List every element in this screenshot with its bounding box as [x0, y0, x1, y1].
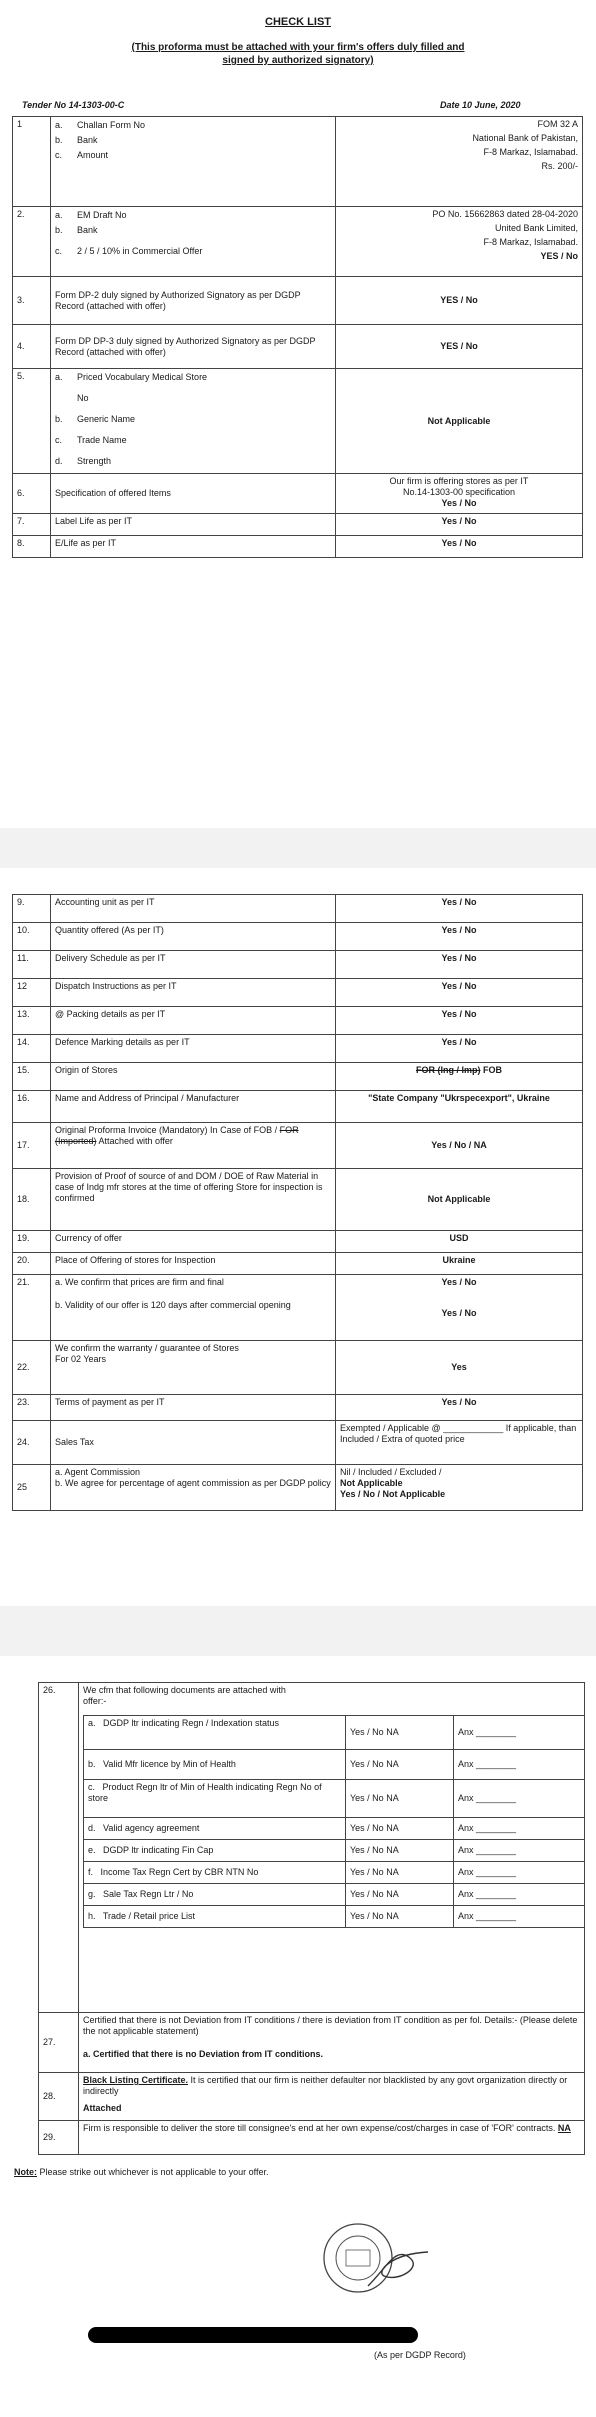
- document-row: c. Product Regn ltr of Min of Health indicating Regn No of store Yes / No NA Anx ________: [84, 1780, 585, 1818]
- table-row: 26. We cfm that following documents are attached with offer:- a. DGDP ltr indicating Regn / Indexation status Yes / No NA Anx ________ b. Valid Mfr licence by Min of Health Yes / No NA Anx ________ c. Product Regn ltr of Min of Health indicating Regn No of store Yes / No NA Anx ________ d. Valid agency agreement Yes / No NA Anx ________ e. DGDP ltr indicating Fin Cap Yes / No NA Anx ________ f. Income Tax Regn Cert by CBR NTN No Yes / No NA Anx ________ g. Sale Tax Regn Ltr / No Yes / No NA Anx ________ h. Trade / Retail price List Yes / No NA Anx ________: [39, 1683, 585, 2013]
- table-row: 27. Certified that there is not Deviation from IT conditions / there is deviation from IT condition as per fol. Details:- (Please delete the not applicable statement) a. Certified that there is no Deviation from IT conditions.: [39, 2013, 585, 2073]
- table-row: 8. E/Life as per IT Yes / No: [13, 536, 583, 558]
- table-row: 12 Dispatch Instructions as per IT Yes / No: [13, 979, 583, 1007]
- company-stamp: [318, 2206, 438, 2306]
- redaction-bar: [88, 2327, 418, 2343]
- table-row: 3. Form DP-2 duly signed by Authorized Signatory as per DGDP Record (attached with offer) YES / No: [13, 277, 583, 325]
- table-row: 6. Specification of offered Items Our firm is offering stores as per IT No.14-1303-00 specification Yes / No: [13, 474, 583, 514]
- tender-number: Tender No 14-1303-00-C: [22, 100, 125, 110]
- table-row: 23. Terms of payment as per IT Yes / No: [13, 1395, 583, 1421]
- table-row: 24. Sales Tax Exempted / Applicable @ ____________ If applicable, than Included / Extra of quoted price: [13, 1421, 583, 1465]
- documents-table: [83, 1715, 585, 1928]
- table-row: 2. a. EM Draft No b. Bank c. 2 / 5 / 10% in Commercial Offer PO No. 15662863 dated 28-04-2020 United Bank Limited, F-8 Markaz, Islamabad. YES / No: [13, 207, 583, 277]
- table-row: 29. Firm is responsible to deliver the store till consignee's end at her own expense/cost/charges in case of 'FOR' contracts. NA: [39, 2121, 585, 2155]
- subtitle-line-2: signed by authorized signatory): [222, 55, 374, 66]
- table-row: 4. Form DP DP-3 duly signed by Authorized Signatory as per DGDP Record (attached with offer) YES / No: [13, 325, 583, 369]
- table-row: 10. Quantity offered (As per IT) Yes / No: [13, 923, 583, 951]
- table-row: 13. @ Packing details as per IT Yes / No: [13, 1007, 583, 1035]
- document-row: b. Valid Mfr licence by Min of Health Yes / No NA Anx ________: [84, 1750, 585, 1780]
- footer-note: Note: Please strike out whichever is not applicable to your offer.: [14, 2167, 269, 2177]
- table-row: 5. a. Priced Vocabulary Medical Store No b. Generic Name c. Trade Name d. Strength Not Applicable: [13, 369, 583, 474]
- row-number: 1: [13, 117, 51, 207]
- table-row: 16. Name and Address of Principal / Manufacturer "State Company "Ukrspecexport", Ukraine: [13, 1091, 583, 1123]
- table-row: 17. Original Proforma Invoice (Mandatory) In Case of FOB / FOR (Imported) Attached with offer Yes / No / NA: [13, 1123, 583, 1169]
- table-row: 15. Origin of Stores FOR (Ing / Imp) FOB: [13, 1063, 583, 1091]
- page-2: [0, 868, 596, 1606]
- table-row: 11. Delivery Schedule as per IT Yes / No: [13, 951, 583, 979]
- checklist-table-page-3: [38, 1682, 585, 2155]
- document-row: e. DGDP ltr indicating Fin Cap Yes / No NA Anx ________: [84, 1840, 585, 1862]
- document-row: d. Valid agency agreement Yes / No NA Anx ________: [84, 1818, 585, 1840]
- subtitle-line-1: (This proforma must be attached with your firm's offers duly filled and: [131, 42, 465, 53]
- page-title: CHECK LIST: [265, 16, 331, 28]
- document-row: h. Trade / Retail price List Yes / No NA Anx ________: [84, 1906, 585, 1928]
- page-3: [0, 1656, 596, 2417]
- table-row: 20. Place of Offering of stores for Inspection Ukraine: [13, 1253, 583, 1275]
- table-row: 22. We confirm the warranty / guarantee of Stores For 02 Years Yes: [13, 1341, 583, 1395]
- checklist-table-page-1: [12, 116, 583, 558]
- checklist-table-page-2: [12, 894, 583, 1511]
- document-row: g. Sale Tax Regn Ltr / No Yes / No NA Anx ________: [84, 1884, 585, 1906]
- document-row: f. Income Tax Regn Cert by CBR NTN No Yes / No NA Anx ________: [84, 1862, 585, 1884]
- dgdp-record-label: (As per DGDP Record): [374, 2350, 466, 2360]
- table-row: 9. Accounting unit as per IT Yes / No: [13, 895, 583, 923]
- table-row: 1 a. Challan Form No b. Bank c. Amount FOM 32 A National Bank of Pakistan, F-8 Markaz, Islamabad. Rs. 200/-: [13, 117, 583, 207]
- tender-date: Date 10 June, 2020: [440, 100, 521, 110]
- table-row: 14. Defence Marking details as per IT Yes / No: [13, 1035, 583, 1063]
- table-row: 28. Black Listing Certificate. It is certified that our firm is neither defaulter nor blacklisted by any govt organization directly or indirectly Attached: [39, 2073, 585, 2121]
- table-row: 19. Currency of offer USD: [13, 1231, 583, 1253]
- document-row: a. DGDP ltr indicating Regn / Indexation status Yes / No NA Anx ________: [84, 1716, 585, 1750]
- page-1: [0, 0, 596, 828]
- table-row: 18. Provision of Proof of source of and DOM / DOE of Raw Material in case of Indg mfr stores at the time of offering Store for inspection is confirmed Not Applicable: [13, 1169, 583, 1231]
- table-row: 25 a. Agent Commission b. We agree for percentage of agent commission as per DGDP policy Nil / Included / Excluded / Not Applicable Yes / No / Not Applicable: [13, 1465, 583, 1511]
- table-row: 7. Label Life as per IT Yes / No: [13, 514, 583, 536]
- table-row: 21. a. We confirm that prices are firm and final b. Validity of our offer is 120 days after commercial opening Yes / No Yes / No: [13, 1275, 583, 1341]
